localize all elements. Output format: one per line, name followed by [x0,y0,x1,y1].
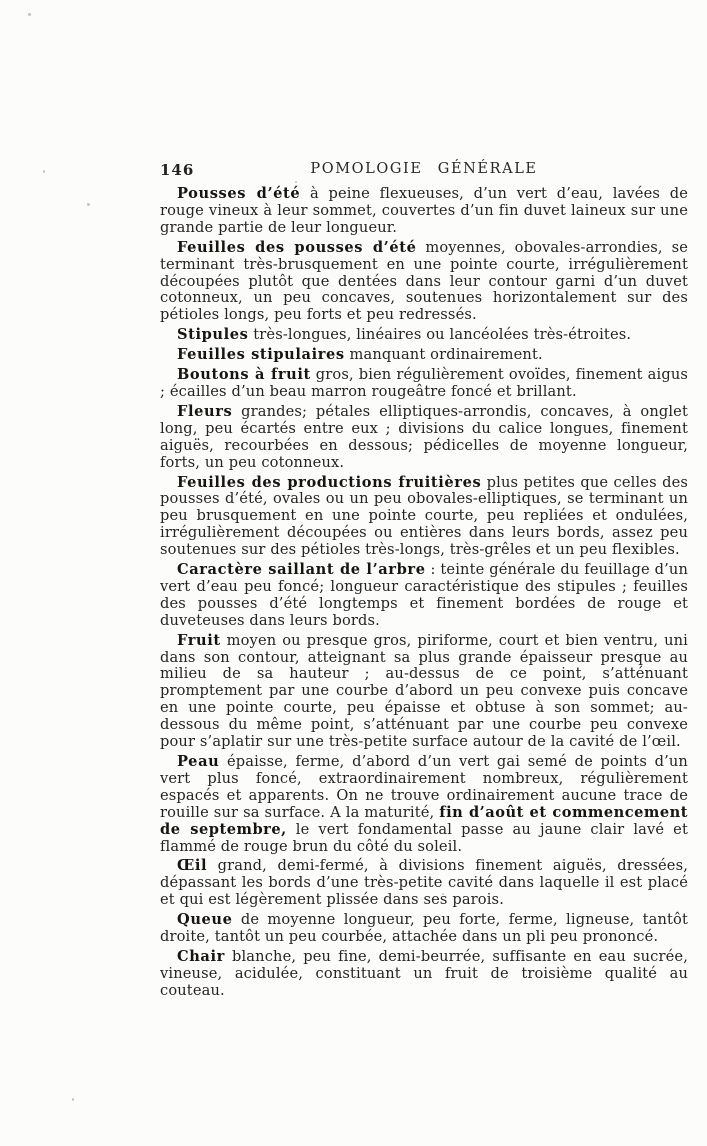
paragraph [160,562,688,630]
paragraph-lead: Pousses d’été [177,185,301,202]
paragraph-lead: Feuilles des pousses d’été [177,238,417,256]
paragraph-text: de moyenne longueur, peu forte, ferme, ligneuse, tantôt droite, tantôt un peu courbée, attachée dans un pli peu prononcé. [160,911,688,946]
paragraph [160,404,688,472]
running-title: POMOLOGIE GÉNÉRALE [310,161,538,177]
scan-speck [28,13,31,16]
paragraph-text: à peine flexueuses, d’un vert d’eau, lavées de rouge vineux à leur sommet, couvertes d’un fin duvet laineux sur une grande partie de leur longueur. [160,185,688,236]
paragraph [160,858,688,909]
paragraph-text: très-longues, linéaires ou lancéolées très-étroites. [248,326,632,344]
paragraph [160,186,688,237]
paragraph [160,347,688,364]
paragraph-text: épaisse, ferme, d’abord d’un vert gai semé de points d’un vert plus foncé, extraordinairement nombreux, régulièrement espacés et apparents. On ne trouve ordinairement aucune trace de rouille sur sa surface. A la maturité, [160,753,688,821]
paragraph-lead: Stipules [177,326,249,344]
paragraph-text: blanche, peu fine, demi-beurrée, suffisante en eau sucrée, vineuse, acidulée, constituant un fruit de troisième qualité au couteau. [160,947,688,999]
scan-speck [72,1098,74,1101]
paragraph-lead: Œil [177,857,208,875]
paragraph [160,754,688,855]
paragraph-lead: Caractère saillant de l’arbre [177,561,426,579]
page-header [160,161,688,181]
paragraph-lead: Peau [177,753,220,770]
paragraph-lead: Queue [177,911,233,929]
scan-speck [87,203,90,206]
paragraph-text: le vert fondamental passe au jaune clair lavé et flammé de rouge brun du côté du soleil. [160,820,688,855]
paragraph-text: moyennes, obovales-arrondies, se terminant très-brusquement en une pointe courte, irrégulièrement découpées plutôt que dentées dans leur contour garni d’un duvet cotonneux, un peu concaves, soutenues horizontalement sur des pétioles longs, peu forts et peu redressés. [160,238,688,324]
paragraph-lead: Fruit [177,631,221,649]
paragraph-lead: Fleurs [177,402,233,420]
paragraph [160,912,688,946]
paragraph [160,949,688,1000]
paragraph-text: manquant ordinairement. [344,346,543,364]
paragraph-lead: Chair [177,947,225,965]
scan-speck [442,893,444,895]
paragraph-bold-phrase: fin d’août et commencement de septembre, [160,803,688,838]
paragraph [160,327,688,344]
paragraph-text: gros, bien régulièrement ovoïdes, finement aigus ; écailles d’un beau marron rougeâtre foncé et brillant. [160,366,689,400]
paragraph-lead: Feuilles stipulaires [177,346,345,364]
paragraph-text: grand, demi-fermé, à divisions finement aiguës, dressées, dépassant les bords d’une très-petite cavité dans laquelle il est placé et qui est légèrement plissée dans ses parois. [160,857,688,909]
scan-speck [295,181,297,183]
paragraph [160,367,688,401]
paragraph-lead: Boutons à fruit [177,366,311,384]
paragraph-text: plus petites que celles des pousses d’été, ovales ou un peu obovales-elliptiques, se terminant un peu brusquement en une pointe courte, peu repliées et ondulées, irrégulièrement découpées ou entières dans leurs bords, assez peu soutenues sur des pétioles très-longs, très-grêles et un peu flexibles. [160,473,688,559]
page-number: 146 [160,161,195,179]
paragraph-text: : teinte générale du feuillage d’un vert d’eau peu foncé; longueur caractéristique des stipules ; feuilles des pousses d’été longtemps et finement bordées de rouge et duveteuses dans leurs bords. [160,561,688,629]
paragraph-text: grandes; pétales elliptiques-arrondis, concaves, à onglet long, peu écartés entre eux ; divisions du calice longues, finement aiguës, recourbées en dessous; pédicelles de moyenne longueur, forts, un peu cotonneux. [160,402,688,471]
scan-speck [43,170,45,173]
paragraph [160,475,688,560]
paragraph-lead: Feuilles des productions fruitières [177,473,482,491]
paragraph [160,633,688,751]
page-body [160,186,688,1000]
paragraph [160,240,688,325]
paragraph-text: moyen ou presque gros, piriforme, court et bien ventru, uni dans son contour, atteignant sa plus grande épaisseur presque au milieu de sa hauteur ; au-dessus de ce point, s’atténuant promptement par une courbe d’abord un peu convexe puis concave en une pointe courte, peu épaisse et obtuse à son sommet; au-dessous du même point, s’atténuant par une courbe peu convexe pour s’aplatir sur une très-petite surface autour de la cavité de l’œil. [160,631,688,751]
